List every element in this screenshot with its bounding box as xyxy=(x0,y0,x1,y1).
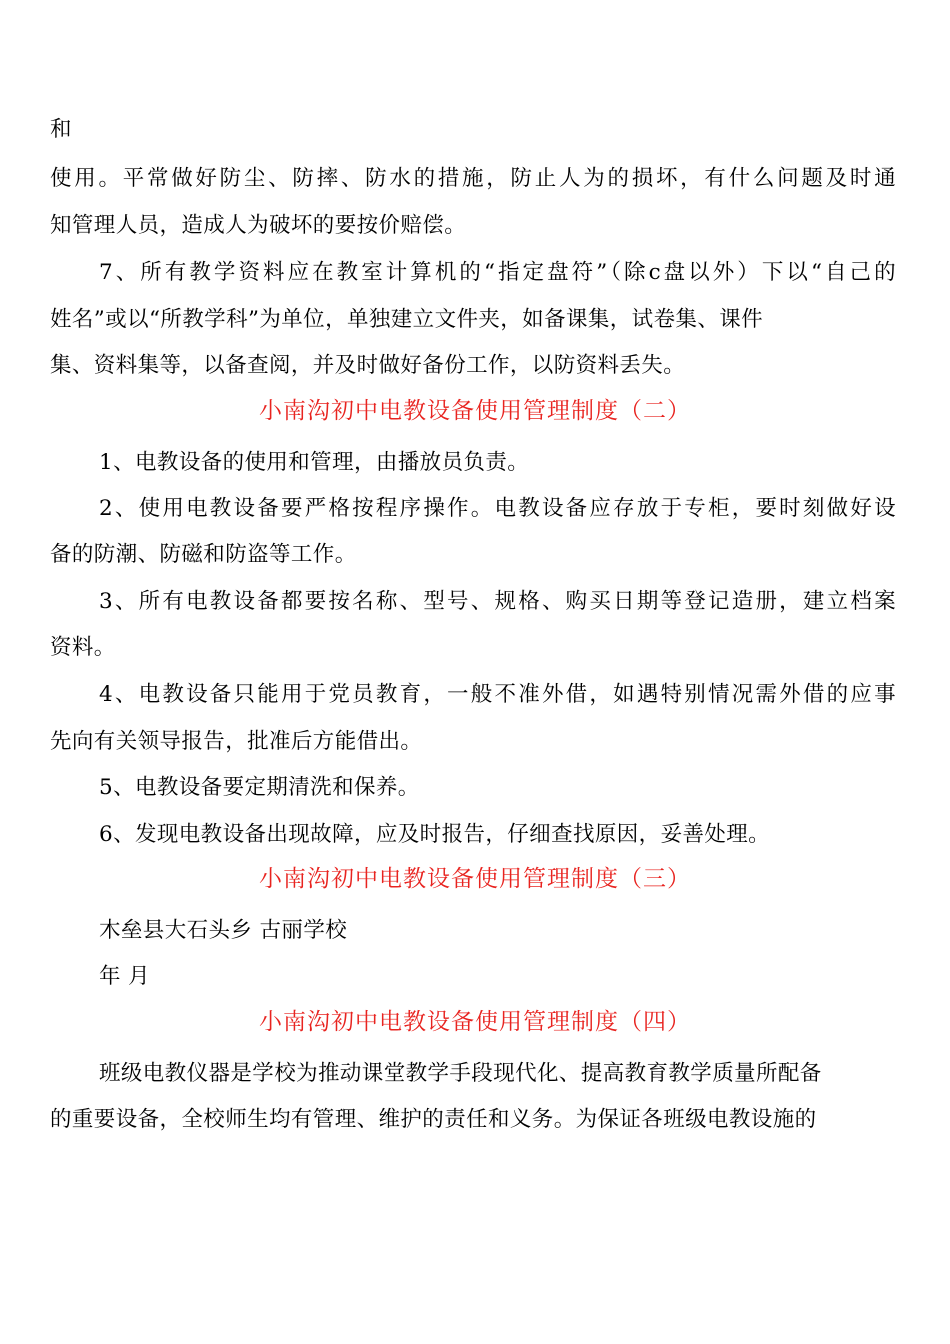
paragraph-line: 4、电教设备只能用于党员教育，一般不准外借，如遇特别情况需外借的应事 xyxy=(99,682,896,707)
paragraph-line: 集、资料集等，以备查阅，并及时做好备份工作，以防资料丢失。 xyxy=(50,353,686,378)
school-name: 木垒县大石头乡 古丽学校 xyxy=(99,918,348,943)
paragraph-line: 2、使用电教设备要严格按程序操作。电教设备应存放于专柜，要时刻做好设 xyxy=(99,496,896,521)
paragraph-line: 知管理人员，造成人为破坏的要按价赔偿。 xyxy=(50,213,467,238)
paragraph-line: 7、所有教学资料应在教室计算机的“指定盘符”（除c盘以外）下以“自己的 xyxy=(99,260,896,285)
paragraph-line: 先向有关领导报告，批准后方能借出。 xyxy=(50,729,423,754)
date-placeholder: 年 月 xyxy=(99,964,151,989)
paragraph-line: 的重要设备，全校师生均有管理、维护的责任和义务。为保证各班级电教设施的 xyxy=(50,1107,817,1132)
paragraph-line: 班级电教仪器是学校为推动课堂教学手段现代化、提高教育教学质量所配备 xyxy=(99,1061,822,1086)
paragraph-line: 1、电教设备的使用和管理，由播放员负责。 xyxy=(99,450,530,475)
paragraph-line: 6、发现电教设备出现故障，应及时报告，仔细查找原因，妥善处理。 xyxy=(99,822,771,847)
paragraph-line: 姓名”或以“所教学科”为单位，单独建立文件夹，如备课集，试卷集、课件 xyxy=(50,307,764,332)
section-heading: 小南沟初中电教设备使用管理制度（二） xyxy=(259,398,691,424)
section-heading: 小南沟初中电教设备使用管理制度（三） xyxy=(259,866,691,892)
paragraph-line: 使用。平常做好防尘、防摔、防水的措施，防止人为的损坏，有什么问题及时通 xyxy=(50,166,896,191)
paragraph-line: 备的防潮、防磁和防盗等工作。 xyxy=(50,542,357,567)
paragraph-line: 3、所有电教设备都要按名称、型号、规格、购买日期等登记造册，建立档案 xyxy=(99,589,896,614)
paragraph-line: 5、电教设备要定期清洗和保养。 xyxy=(99,775,420,800)
paragraph-line: 和 xyxy=(50,117,72,142)
section-heading: 小南沟初中电教设备使用管理制度（四） xyxy=(259,1009,691,1035)
paragraph-line: 资料。 xyxy=(50,635,116,660)
